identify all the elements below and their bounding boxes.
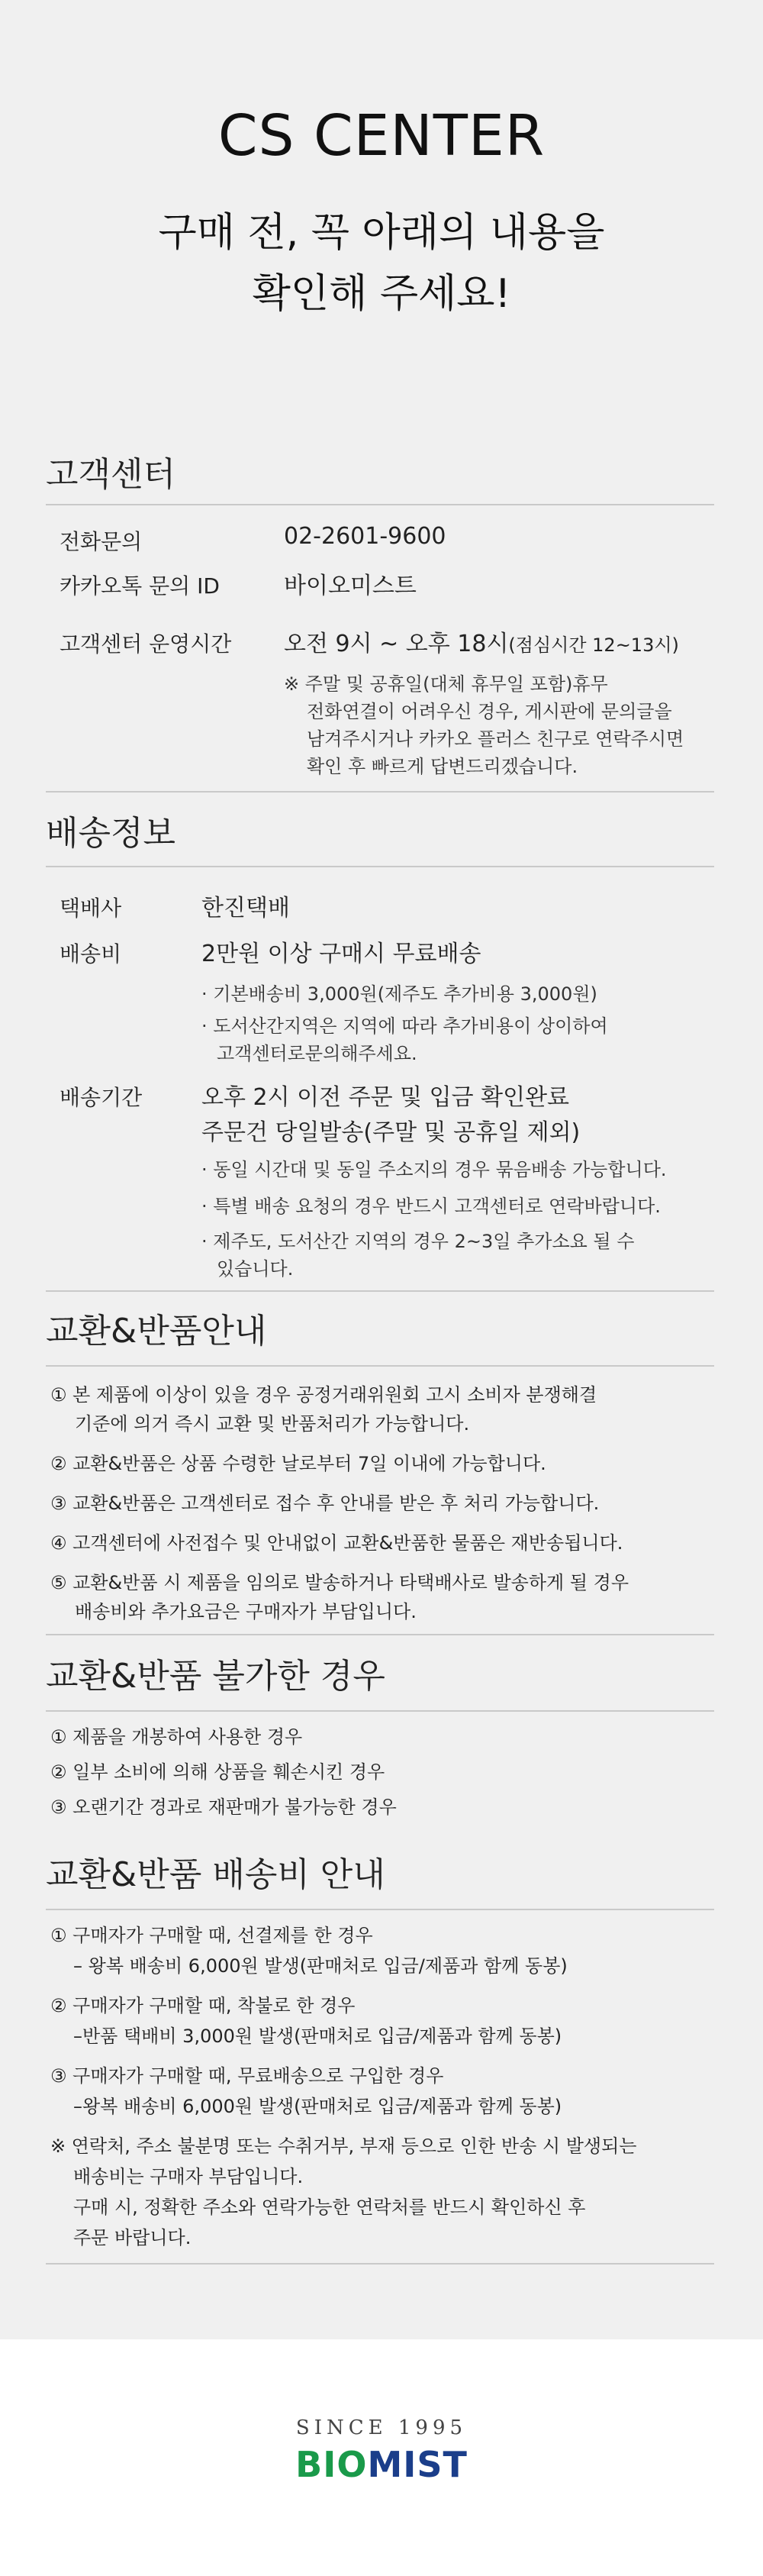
- period-note: · 동일 시간대 및 동일 주소지의 경우 묶음배송 가능합니다.: [201, 1159, 667, 1180]
- exchange-item: ③ 교환&반품은 고객센터로 접수 후 안내를 받은 후 처리 가능합니다.: [50, 1493, 600, 1514]
- cs-section-end: [46, 791, 714, 792]
- cs-section-header: [46, 452, 714, 498]
- page-title: CS CENTER: [217, 103, 546, 169]
- exchange-item: 기준에 의거 즉시 교환 및 반품처리가 가능합니다.: [75, 1413, 470, 1435]
- exchange-section-end: [46, 1634, 714, 1635]
- exchange-item: ⑤ 교환&반품 시 제품을 임의로 발송하거나 타택배사로 발송하게 될 경우: [50, 1572, 629, 1593]
- return-fee-item: –반품 택배비 3,000원 발생(판매처로 입금/제품과 함께 동봉): [73, 2026, 562, 2047]
- return-fee-note: 주문 바랍니다.: [73, 2227, 192, 2248]
- exchange-section-header: [46, 1309, 714, 1354]
- no-exchange-section-header: [46, 1654, 714, 1700]
- hours-value: [284, 625, 679, 658]
- hours-label: 고객센터 운영시간: [60, 631, 232, 657]
- exchange-item: ① 본 제품에 이상이 있을 경우 공정거래위원회 고시 소비자 분쟁해결: [50, 1384, 597, 1406]
- return-fee-item: –왕복 배송비 6,000원 발생(판매처로 입금/제품과 함께 동봉): [73, 2096, 562, 2117]
- logo-bio: BIO: [295, 2444, 368, 2485]
- exchange-divider: [46, 1365, 714, 1367]
- hours-main: 오전 9시 ~ 오후 18시: [284, 631, 509, 657]
- period-note: · 제주도, 도서산간 지역의 경우 2~3일 추가소요 될 수: [201, 1231, 635, 1252]
- no-exchange-section-title: 교환&반품 불가한 경우: [46, 1657, 385, 1696]
- return-fee-section-header: [46, 1852, 714, 1898]
- hours-lunch-note: (점심시간 12~13시): [508, 634, 679, 656]
- kakao-label: 카카오톡 문의 ID: [60, 573, 220, 599]
- no-exchange-divider: [46, 1710, 714, 1712]
- return-fee-item: ① 구매자가 구매할 때, 선결제를 한 경우: [50, 1925, 373, 1946]
- exchange-section-title: 교환&반품안내: [46, 1312, 267, 1351]
- cs-note-line: 전화연결이 어려우신 경우, 게시판에 문의글을: [307, 701, 672, 722]
- shipping-divider: [46, 866, 714, 867]
- fee-note: · 도서산간지역은 지역에 따라 추가비용이 상이하여: [201, 1015, 608, 1037]
- fee-label: 배송비: [60, 941, 122, 967]
- fee-value: 2만원 이상 구매시 무료배송: [201, 941, 481, 967]
- return-fee-note: 구매 시, 정확한 주소와 연락가능한 연락처를 반드시 확인하신 후: [73, 2197, 586, 2218]
- cs-note-line: 남겨주시거나 카카오 플러스 친구로 연락주시면: [307, 728, 684, 750]
- period-value-line-2: 주문건 당일발송(주말 및 공휴일 제외): [201, 1119, 581, 1146]
- period-note: · 특별 배송 요청의 경우 반드시 고객센터로 연락바랍니다.: [201, 1196, 661, 1217]
- courier-label: 택배사: [60, 896, 122, 921]
- fee-note: 고객센터로문의해주세요.: [217, 1043, 417, 1064]
- period-note: 있습니다.: [217, 1258, 294, 1280]
- return-fee-note: ※ 연락처, 주소 불분명 또는 수취거부, 부재 등으로 인한 반송 시 발생되는: [50, 2135, 637, 2157]
- shipping-section-header: [46, 811, 714, 857]
- return-fee-section-title: 교환&반품 배송비 안내: [46, 1855, 385, 1894]
- subtitle-line-2: 확인해 주세요!: [252, 271, 511, 317]
- shipping-section-title: 배송정보: [46, 814, 176, 853]
- exchange-item: 배송비와 추가요금은 구매자가 부담입니다.: [75, 1601, 417, 1622]
- return-fee-section-end: [46, 2263, 714, 2264]
- exchange-item: ④ 고객센터에 사전접수 및 안내없이 교환&반품한 물품은 재반송됩니다.: [50, 1532, 623, 1554]
- return-fee-item: ③ 구매자가 구매할 때, 무료배송으로 구입한 경우: [50, 2065, 444, 2087]
- no-exchange-item: ③ 오랜기간 경과로 재판매가 불가능한 경우: [50, 1796, 397, 1818]
- cs-note-line: ※ 주말 및 공휴일(대체 휴무일 포함)휴무: [284, 673, 608, 695]
- biomist-wordmark: [0, 2444, 763, 2485]
- brand-logo: [0, 2416, 763, 2485]
- cs-divider: [46, 504, 714, 505]
- cs-section-title: 고객센터: [46, 455, 176, 494]
- page-subtitle: [0, 202, 763, 324]
- cs-note-line: 확인 후 빠르게 답변드리겠습니다.: [307, 756, 578, 777]
- return-fee-note: 배송비는 구매자 부담입니다.: [73, 2166, 304, 2187]
- logo-mist: MIST: [367, 2444, 468, 2485]
- courier-value: 한진택배: [201, 895, 290, 922]
- return-fee-item: – 왕복 배송비 6,000원 발생(판매처로 입금/제품과 함께 동봉): [73, 1955, 568, 1977]
- exchange-item: ② 교환&반품은 상품 수령한 날로부터 7일 이내에 가능합니다.: [50, 1453, 546, 1474]
- fee-note: · 기본배송비 3,000원(제주도 추가비용 3,000원): [201, 983, 597, 1005]
- phone-label: 전화문의: [60, 529, 143, 554]
- subtitle-line-1: 구매 전, 꼭 아래의 내용을: [158, 210, 605, 256]
- period-value-line-1: 오후 2시 이전 주문 및 입금 확인완료: [201, 1084, 570, 1111]
- shipping-section-end: [46, 1290, 714, 1292]
- no-exchange-item: ① 제품을 개봉하여 사용한 경우: [50, 1726, 303, 1748]
- kakao-value[interactable]: 바이오미스트: [284, 573, 417, 599]
- return-fee-divider: [46, 1909, 714, 1910]
- return-fee-item: ② 구매자가 구매할 때, 착불로 한 경우: [50, 1995, 356, 2016]
- since-text: SINCE 1995: [295, 2416, 468, 2439]
- phone-value[interactable]: 02-2601-9600: [284, 523, 446, 550]
- no-exchange-item: ② 일부 소비에 의해 상품을 훼손시킨 경우: [50, 1761, 385, 1783]
- period-label: 배송기간: [60, 1085, 143, 1110]
